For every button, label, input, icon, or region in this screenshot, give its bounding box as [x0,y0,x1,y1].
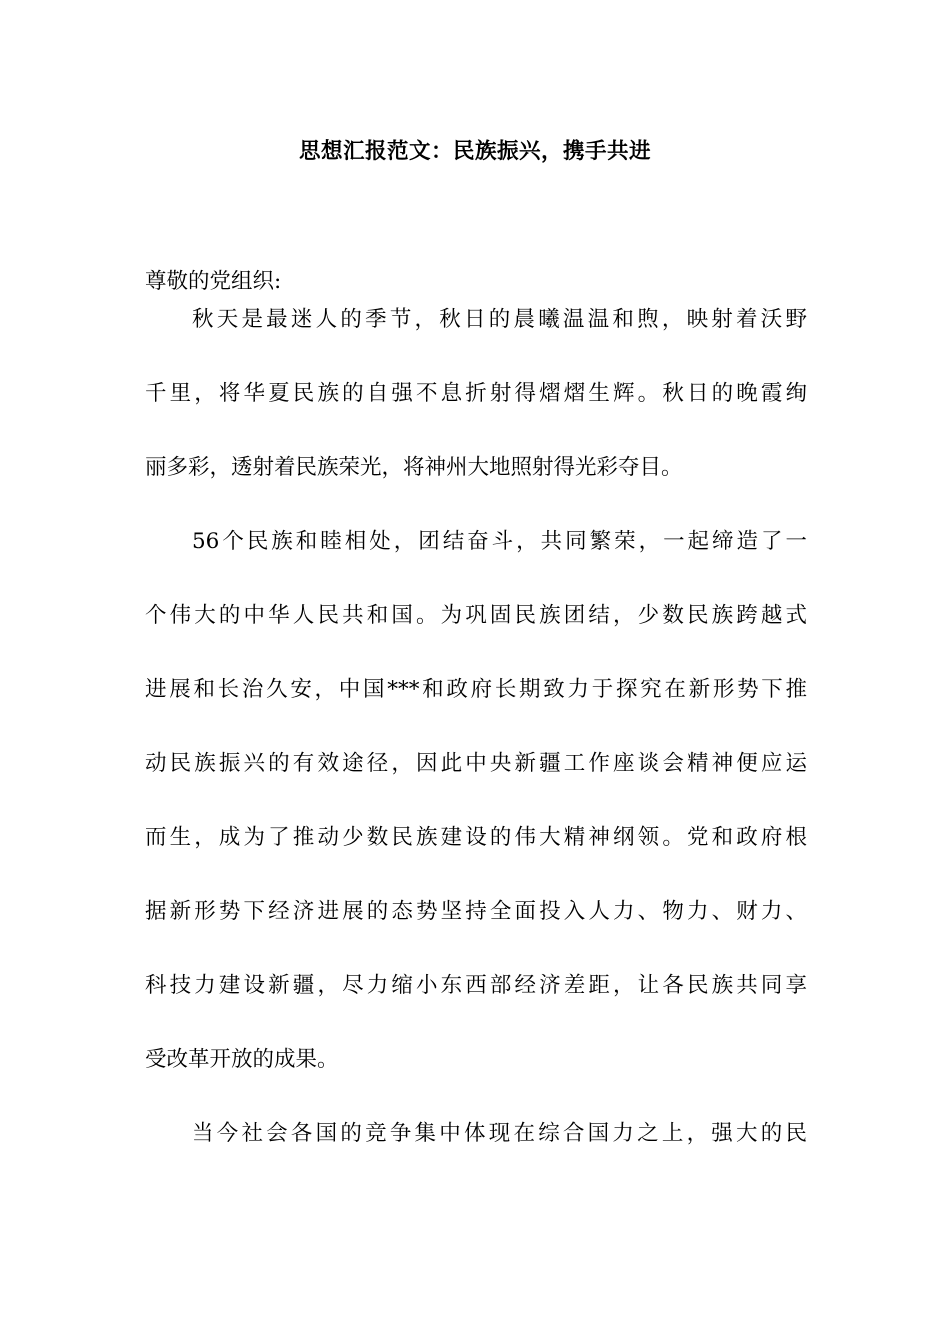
paragraph-line: 科技力建设新疆，尽力缩小东西部经济差距，让各民族共同享 [145,973,807,998]
paragraph-line: 当今社会各国的竞争集中体现在综合国力之上，强大的民 [192,1121,807,1146]
paragraph-3 [145,1115,807,1153]
paragraph-line: 56个民族和睦相处，团结奋斗，共同繁荣，一起缔造了一 [192,529,807,554]
paragraph-line: 动民族振兴的有效途径，因此中央新疆工作座谈会精神便应运 [145,751,807,776]
paragraph-line: 千里，将华夏民族的自强不息折射得熠熠生辉。秋日的晚霞绚 [145,381,807,406]
paragraph-1 [145,301,807,487]
document-body [145,263,807,1153]
paragraph-line: 进展和长治久安，中国***和政府长期致力于探究在新形势下推 [145,677,807,702]
paragraph-line: 秋天是最迷人的季节，秋日的晨曦温温和煦，映射着沃野 [192,307,807,332]
paragraph-line: 受改革开放的成果。 [145,1047,339,1072]
paragraph-line: 丽多彩，透射着民族荣光，将神州大地照射得光彩夺目。 [145,455,683,480]
paragraph-line: 个伟大的中华人民共和国。为巩固民族团结，少数民族跨越式 [145,603,807,628]
paragraph-line: 而生，成为了推动少数民族建设的伟大精神纲领。党和政府根 [145,825,807,850]
paragraph-line: 据新形势下经济进展的态势坚持全面投入人力、物力、财力、 [145,899,807,924]
paragraph-2 [145,523,807,1079]
document-title: 思想汇报范文：民族振兴，携手共进 [298,139,651,164]
salutation: 尊敬的党组织: [145,269,282,294]
